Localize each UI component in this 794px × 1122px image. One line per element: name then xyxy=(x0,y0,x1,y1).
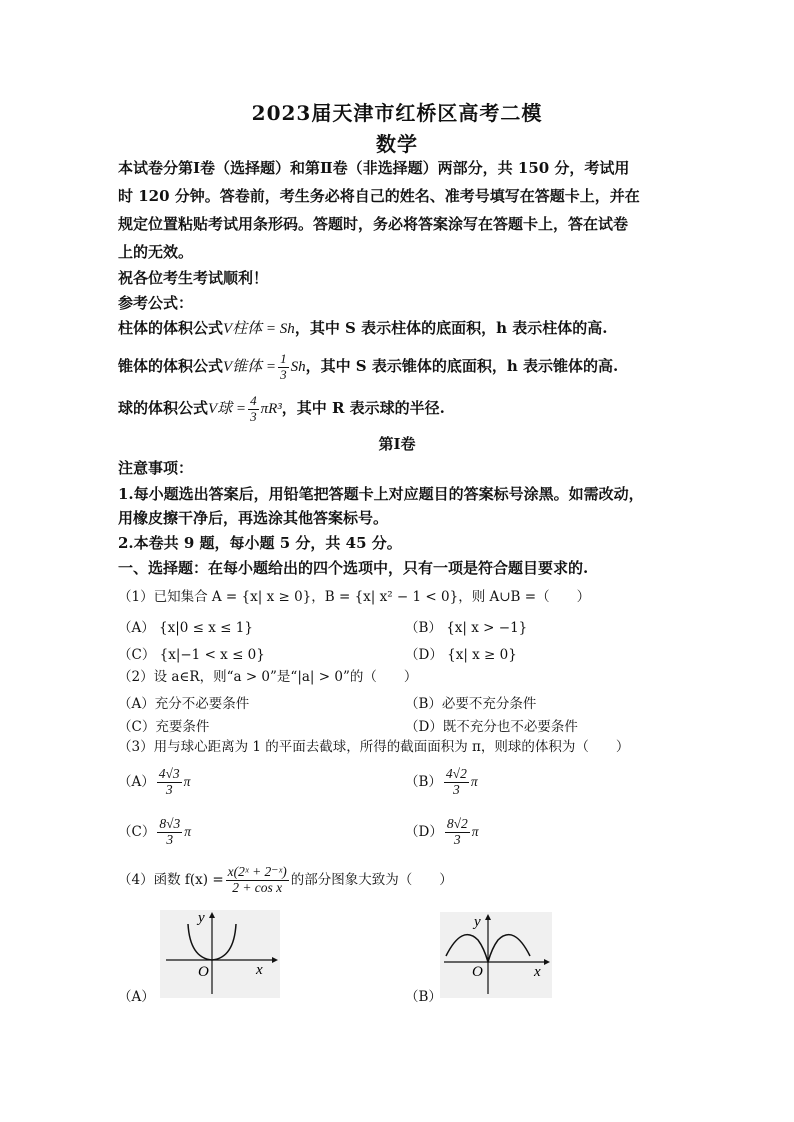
graph-a-x-label: x xyxy=(256,962,263,978)
exam-title: 2023届天津市红桥区高考二模 xyxy=(251,101,543,125)
q4-option-b-label: （B） xyxy=(405,989,442,1005)
q4-graph-b-svg xyxy=(440,912,552,998)
note-line-1: 1.每小题选出答案后，用铅笔把答题卡上对应题目的答案标号涂黑。如需改动， xyxy=(118,485,644,503)
q4-fraction xyxy=(226,865,289,896)
q4-graph-b xyxy=(440,912,552,998)
prism-formula-label: 柱体的体积公式 xyxy=(118,319,224,337)
cone-formula xyxy=(118,348,724,385)
q2-option-c: （C）充要条件 xyxy=(118,719,210,735)
q3-option-d-frac xyxy=(445,817,470,848)
cone-fraction xyxy=(278,352,289,382)
sphere-formula-tail: πR³ xyxy=(260,401,282,417)
sphere-formula-desc: ，其中 R 表示球的半径. xyxy=(281,399,445,417)
q3-option-d-tail: π xyxy=(471,824,479,839)
q2-stem: （2）设 a∈R，则“a > 0”是“|a| > 0”的（ ） xyxy=(118,669,418,685)
prism-formula-desc: ，其中 S 表示柱体的底面积，h 表示柱体的高. xyxy=(294,319,608,337)
sphere-fraction-num: 4 xyxy=(250,393,257,409)
q3-option-a-frac xyxy=(157,767,182,798)
formula-header: 参考公式： xyxy=(118,294,194,312)
q3-option-a-label: （A） xyxy=(118,774,155,790)
q3-option-d-num: 8√2 xyxy=(446,816,468,832)
cone-fraction-den: 3 xyxy=(280,366,287,382)
sphere-formula-lhs: V球 = xyxy=(208,401,247,417)
q4-fraction-den: 2 + cos x xyxy=(232,880,283,895)
graph-a-y-arrow xyxy=(209,912,215,918)
note-line-3: 2.本卷共 9 题，每小题 5 分，共 45 分。 xyxy=(118,534,402,552)
q3-option-d-den: 3 xyxy=(453,832,461,847)
q3-option-a xyxy=(118,762,190,802)
sphere-formula xyxy=(118,390,724,427)
section-title: 第Ⅰ卷 xyxy=(378,435,416,453)
subject-title: 数学 xyxy=(376,132,418,156)
q3-stem: （3）用与球心距离为 1 的平面去截球，所得的截面面积为 π，则球的体积为（ ） xyxy=(118,739,630,755)
q1-stem: （1）已知集合 A = {x| x ≥ 0}，B = {x| x² − 1 < 0}，则 A∪B =（ ） xyxy=(118,589,591,605)
q1-option-d: （D） {x| x ≥ 0} xyxy=(405,647,517,663)
cone-formula-label: 锥体的体积公式 xyxy=(118,357,224,375)
prism-formula xyxy=(118,318,724,339)
intro-line-1: 本试卷分第Ⅰ卷（选择题）和第Ⅱ卷（非选择题）两部分，共 150 分，考试用 xyxy=(118,159,630,177)
intro-line-3: 规定位置粘贴考试用条形码。答题时，务必将答案涂写在答题卡上，答在试卷 xyxy=(118,215,629,233)
note-line-2: 用橡皮擦干净后，再选涂其他答案标号。 xyxy=(118,509,389,527)
q3-option-a-tail: π xyxy=(183,774,191,789)
q3-option-d xyxy=(405,812,479,852)
sphere-fraction-den: 3 xyxy=(250,408,257,424)
graph-b-x-arrow xyxy=(544,959,550,965)
q2-option-d: （D）既不充分也不必要条件 xyxy=(405,719,578,735)
q3-option-c-label: （C） xyxy=(118,824,156,840)
sphere-fraction xyxy=(248,394,259,424)
q3-option-a-den: 3 xyxy=(165,782,173,797)
q1-option-c: （C） {x|−1 < x ≤ 0} xyxy=(118,647,265,663)
q1-option-b: （B） {x| x > −1} xyxy=(405,620,528,636)
q2-option-a: （A）充分不必要条件 xyxy=(118,696,250,712)
cone-formula-lhs: V锥体 = xyxy=(223,359,277,375)
intro-line-2: 时 120 分钟。答卷前，考生务必将自己的姓名、准考号填写在答题卡上，并在 xyxy=(118,187,640,205)
graph-a-origin-label: O xyxy=(198,964,209,980)
q3-option-b-num: 4√2 xyxy=(445,766,467,782)
q3-option-c-tail: π xyxy=(184,824,192,839)
graph-b-origin-label: O xyxy=(472,964,483,980)
cone-formula-desc: ，其中 S 表示锥体的底面积，h 表示锥体的高. xyxy=(305,357,619,375)
cone-fraction-num: 1 xyxy=(280,351,287,367)
q3-option-b-tail: π xyxy=(470,774,478,789)
q4-graph-a-svg xyxy=(160,910,280,998)
q4-stem-pre: （4）函数 f(x) = xyxy=(118,872,224,888)
part-heading: 一、选择题：在每小题给出的四个选项中，只有一项是符合题目要求的. xyxy=(118,559,589,577)
q4-fraction-num: x(2ˣ + 2⁻ˣ) xyxy=(227,864,287,880)
q3-option-c xyxy=(118,812,191,852)
graph-b-y-label: y xyxy=(474,914,481,930)
graph-a-y-label: y xyxy=(198,910,205,926)
q3-option-c-den: 3 xyxy=(166,832,174,847)
intro-line-4: 上的无效。 xyxy=(118,243,194,261)
q3-option-b xyxy=(405,762,478,802)
wish-line: 祝各位考生考试顺利！ xyxy=(118,269,269,287)
cone-formula-tail: Sh xyxy=(290,359,306,375)
q3-option-b-frac xyxy=(444,767,469,798)
q4-stem xyxy=(118,860,724,900)
notes-header: 注意事项： xyxy=(118,459,194,477)
q3-option-a-num: 4√3 xyxy=(158,766,180,782)
q4-stem-post: 的部分图象大致为（ ） xyxy=(290,872,453,888)
graph-b-x-label: x xyxy=(534,964,541,980)
q4-option-a-label: （A） xyxy=(118,989,155,1005)
q3-option-b-den: 3 xyxy=(453,782,460,797)
graph-a-x-arrow xyxy=(272,957,278,963)
q4-graph-a xyxy=(160,910,280,998)
q3-option-d-label: （D） xyxy=(405,824,443,840)
q3-option-c-frac xyxy=(157,817,182,848)
q1-option-a: （A） {x|0 ≤ x ≤ 1} xyxy=(118,620,253,636)
q3-option-c-num: 8√3 xyxy=(159,816,181,832)
graph-b-y-arrow xyxy=(485,914,491,920)
prism-formula-expr: V柱体 = Sh xyxy=(223,321,295,337)
q2-option-b: （B）必要不充分条件 xyxy=(405,696,537,712)
q3-option-b-label: （B） xyxy=(405,774,442,790)
sphere-formula-label: 球的体积公式 xyxy=(118,399,209,417)
